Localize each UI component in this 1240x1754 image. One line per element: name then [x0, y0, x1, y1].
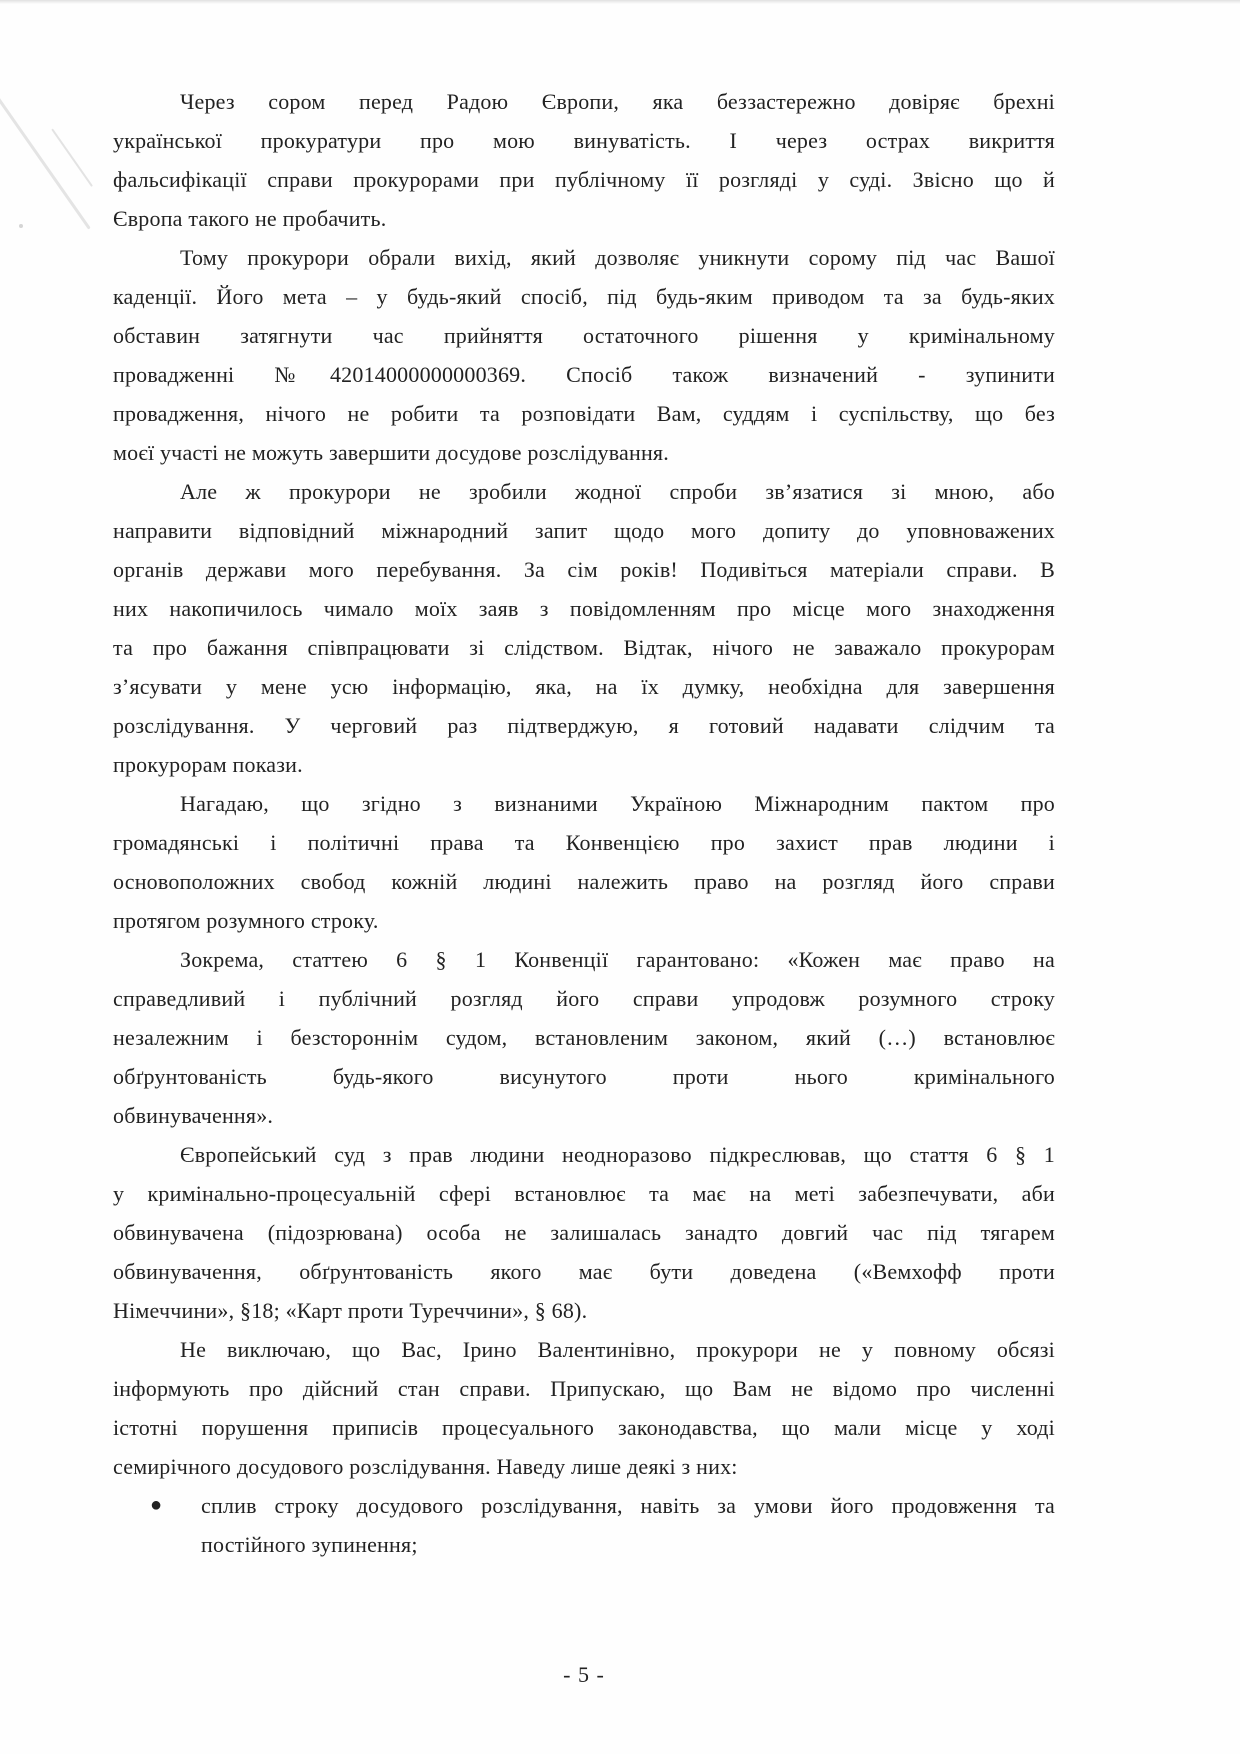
paragraph	[113, 1135, 1055, 1330]
scan-edge-shadow	[0, 0, 1240, 4]
text-line: істотні порушення приписів процесуального законодавства, що мали місце у ході	[113, 1415, 1055, 1440]
text-line: каденції. Його мета – у будь-який спосіб, під будь-яким приводом та за будь-яких	[113, 284, 1055, 309]
text-line: Нагадаю, що згідно з визнаними Україною Міжнародним пактом про	[180, 791, 1055, 816]
letter-body	[113, 82, 1055, 1564]
paragraph	[113, 784, 1055, 940]
text-line: Тому прокурори обрали вихід, який дозволяє уникнути сорому під час Вашої	[180, 245, 1055, 270]
paragraph	[113, 940, 1055, 1135]
text-line: інформують про дійсний стан справи. Припускаю, що Вам не відомо про численні	[113, 1376, 1055, 1401]
text-line: обвинувачена (підозрювана) особа не залишалась занадто довгий час під тягарем	[113, 1220, 1055, 1245]
text-line: справедливий і публічний розгляд його справи упродовж розумного строку	[113, 986, 1055, 1011]
text-line: семирічного досудового розслідування. Наведу лише деякі з них:	[113, 1454, 738, 1479]
paragraph	[113, 472, 1055, 784]
text-line: моєї участі не можуть завершити досудове розслідування.	[113, 440, 669, 465]
text-line: органів держави мого перебування. За сім років! Подивіться матеріали справи. В	[113, 557, 1055, 582]
text-line: протягом розумного строку.	[113, 908, 379, 933]
bullet-item	[113, 1486, 1055, 1564]
text-line: Зокрема, статтею 6 § 1 Конвенції гарантовано: «Кожен має право на	[180, 947, 1055, 972]
paragraph	[113, 238, 1055, 472]
text-line: фальсифікації справи прокурорами при публічному її розгляді у суді. Звісно що й	[113, 167, 1055, 192]
paragraph	[113, 82, 1055, 238]
text-line: Через сором перед Радою Європи, яка беззастережно довіряє брехні	[180, 89, 1055, 114]
text-line: Європейський суд з прав людини неодноразово підкреслював, що стаття 6 § 1	[180, 1142, 1055, 1167]
text-line: незалежним і безстороннім судом, встановленим законом, який (…) встановлює	[113, 1025, 1055, 1050]
text-line: прокурорам покази.	[113, 752, 303, 777]
text-line: постійного зупинення;	[201, 1532, 418, 1557]
text-line: у кримінально-процесуальній сфері встановлює та має на меті забезпечувати, аби	[113, 1181, 1055, 1206]
text-line: направити відповідний міжнародний запит щодо мого допиту до уповноважених	[113, 518, 1055, 543]
text-line: обвинувачення, обґрунтованість якого має бути доведена («Вемхофф проти	[113, 1259, 1055, 1284]
scan-scratch-mark	[51, 128, 93, 186]
text-line: обвинувачення».	[113, 1103, 274, 1128]
bullet-marker: ●	[150, 1494, 163, 1516]
scan-scratch-mark	[0, 89, 91, 230]
text-line: них накопичилось чимало моїх заяв з повідомленням про місце мого знаходження	[113, 596, 1055, 621]
text-line: провадженні №42014000000000369. Спосіб також визначений - зупинити	[113, 362, 1055, 387]
text-line: Не виключаю, що Вас, Ірино Валентинівно, прокурори не у повному обсязі	[180, 1337, 1055, 1362]
text-line: з’ясувати у мене усю інформацію, яка, на їх думку, необхідна для завершення	[113, 674, 1055, 699]
text-line: основоположних свобод кожній людині належить право на розгляд його справи	[113, 869, 1055, 894]
scan-speck	[19, 224, 23, 228]
text-line: української прокуратури про мою винуватість. І через острах викриття	[113, 128, 1055, 153]
paragraph	[113, 1330, 1055, 1486]
text-line: провадження, нічого не робити та розповідати Вам, суддям і суспільству, що без	[113, 401, 1055, 426]
text-line: Європа такого не пробачить.	[113, 206, 387, 231]
text-line: громадянські і політичні права та Конвенцією про захист прав людини і	[113, 830, 1055, 855]
text-line: розслідування. У черговий раз підтверджую, я готовий надавати слідчим та	[113, 713, 1055, 738]
text-line: та про бажання співпрацювати зі слідством. Відтак, нічого не заважало прокурорам	[113, 635, 1055, 660]
text-line: Але ж прокурори не зробили жодної спроби зв’язатися зі мною, або	[180, 479, 1055, 504]
text-line: Німеччини», §18; «Карт проти Туреччини», § 68).	[113, 1298, 588, 1323]
page-number: - 5 -	[563, 1662, 605, 1687]
text-line: обставин затягнути час прийняття остаточного рішення у кримінальному	[113, 323, 1055, 348]
text-line: сплив строку досудового розслідування, навіть за умови його продовження та	[201, 1493, 1055, 1518]
text-line: обґрунтованість будь-якого висунутого проти нього кримінального	[113, 1064, 1055, 1089]
